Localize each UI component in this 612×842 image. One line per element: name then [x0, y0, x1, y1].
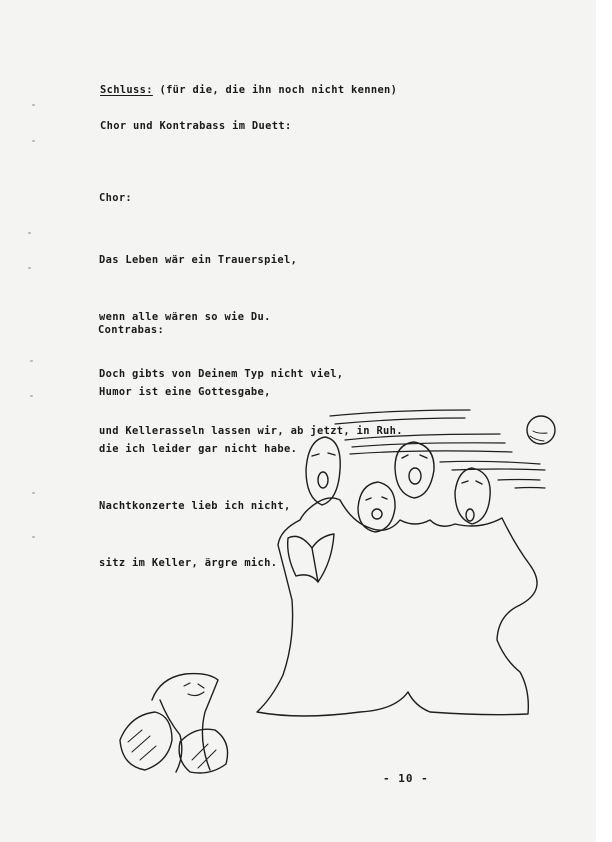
choir-body-outline — [257, 498, 537, 716]
intro-line: Chor und Kontrabass im Duett: — [100, 120, 292, 132]
verse-line: Humor ist eine Gottesgabe, — [99, 386, 271, 398]
page-edge — [596, 0, 612, 842]
motion-lines — [330, 410, 545, 488]
verse-line: und Kellerasseln lassen wir, ab jetzt, in Ruh. — [99, 425, 403, 437]
singer-face — [395, 442, 434, 498]
bass-creature-drawing — [120, 674, 228, 773]
verse-line: Nachtkonzerte lieb ich nicht, — [99, 500, 291, 512]
singer-face — [455, 468, 490, 524]
ball-drawing — [527, 416, 555, 444]
speaker-label-contrabas: Contrabas: — [98, 324, 165, 336]
speaker-label-chor: Chor: — [99, 192, 133, 204]
verse-line: wenn alle wären so wie Du. — [99, 311, 271, 323]
verse-line: Das Leben wär ein Trauerspiel, — [99, 254, 298, 266]
heading-note: (für die, die ihn noch nicht kennen) — [159, 84, 398, 96]
verse-line: sitz im Keller, ärgre mich. — [99, 557, 278, 569]
song-book-drawing — [288, 534, 334, 582]
page-number: - 10 - — [383, 772, 429, 785]
singer-face — [306, 437, 340, 505]
heading-label: Schluss: — [100, 84, 153, 96]
verse-line: Doch gibts von Deinem Typ nicht viel, — [99, 368, 344, 380]
verse-line: die ich leider gar nicht habe. — [99, 443, 298, 455]
